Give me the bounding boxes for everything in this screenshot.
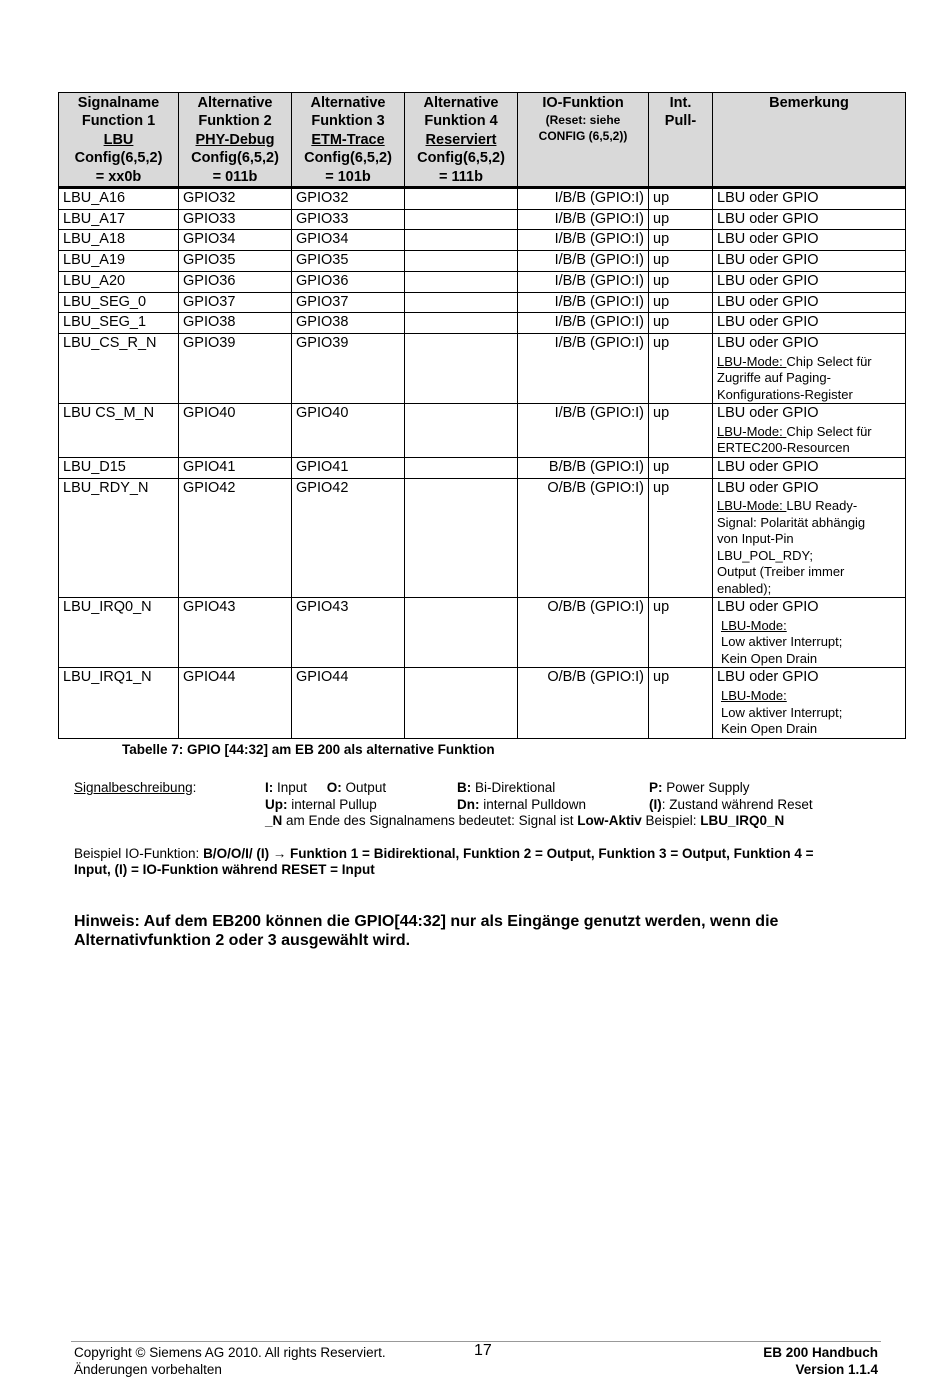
cell-io-funktion: O/B/B (GPIO:I) [518, 478, 649, 598]
cell-funktion-3: GPIO41 [292, 457, 405, 478]
cell-signalname: LBU_IRQ1_N [59, 668, 179, 738]
cell-io-funktion: B/B/B (GPIO:I) [518, 457, 649, 478]
cell-funktion-4 [405, 333, 518, 403]
legend-reset-state: (I): Zustand während Reset [649, 797, 813, 812]
cell-io-funktion: I/B/B (GPIO:I) [518, 404, 649, 458]
cell-io-funktion: I/B/B (GPIO:I) [518, 313, 649, 334]
cell-funktion-4 [405, 457, 518, 478]
cell-funktion-4 [405, 230, 518, 251]
example-line-1: Beispiel IO-Funktion: B/O/O/I/ (I) → Funktion 1 = Bidirektional, Funktion 2 = Output, Funktion 3 = Output, Funktion 4 = [74, 846, 814, 861]
cell-funktion-4 [405, 292, 518, 313]
table-row [59, 404, 906, 458]
remark-note: LBU-Mode: Low aktiver Interrupt; Kein Open Drain [721, 688, 843, 737]
cell-signalname: LBU_D15 [59, 457, 179, 478]
remark-note: LBU-Mode: Chip Select für Zugriffe auf Paging- Konfigurations-Register [717, 353, 872, 402]
cell-funktion-2: GPIO36 [179, 271, 292, 292]
footer-copyright: Copyright © Siemens AG 2010. All rights Reserviert. [74, 1345, 386, 1360]
cell-bemerkung: LBU oder GPIO [713, 188, 906, 210]
cell-bemerkung: LBU oder GPIO LBU-Mode: Low aktiver Interrupt; Kein Open Drain [713, 668, 906, 738]
cell-signalname: LBU_SEG_1 [59, 313, 179, 334]
table-row [59, 598, 906, 668]
cell-funktion-4 [405, 668, 518, 738]
cell-funktion-2: GPIO44 [179, 668, 292, 738]
cell-io-funktion: I/B/B (GPIO:I) [518, 292, 649, 313]
cell-bemerkung: LBU oder GPIO LBU-Mode: Chip Select für Zugriffe auf Paging- Konfigurations-Register [713, 333, 906, 403]
cell-funktion-4 [405, 188, 518, 210]
cell-signalname: LBU_A19 [59, 251, 179, 272]
cell-funktion-2: GPIO34 [179, 230, 292, 251]
header-funktion-3: Alternative Funktion 3 ETM-Trace Config(6,5,2) = 101b [292, 93, 405, 188]
cell-funktion-2: GPIO35 [179, 251, 292, 272]
table-row [59, 188, 906, 210]
table-row [59, 668, 906, 738]
header-signalname: Signalname Function 1 LBU Config(6,5,2) = xx0b [59, 93, 179, 188]
cell-io-funktion: O/B/B (GPIO:I) [518, 668, 649, 738]
cell-io-funktion: I/B/B (GPIO:I) [518, 271, 649, 292]
header-bemerkung: Bemerkung [713, 93, 906, 188]
cell-int-pull: up [649, 209, 713, 230]
cell-funktion-3: GPIO32 [292, 188, 405, 210]
cell-int-pull: up [649, 188, 713, 210]
page-number: 17 [474, 1342, 492, 1359]
cell-signalname: LBU CS_M_N [59, 404, 179, 458]
table-row [59, 209, 906, 230]
cell-io-funktion: I/B/B (GPIO:I) [518, 333, 649, 403]
table-row [59, 457, 906, 478]
cell-int-pull: up [649, 457, 713, 478]
cell-bemerkung: LBU oder GPIO [713, 230, 906, 251]
cell-signalname: LBU_A17 [59, 209, 179, 230]
cell-io-funktion: I/B/B (GPIO:I) [518, 209, 649, 230]
cell-funktion-2: GPIO39 [179, 333, 292, 403]
cell-bemerkung: LBU oder GPIO LBU-Mode: Low aktiver Interrupt; Kein Open Drain [713, 598, 906, 668]
table-row [59, 251, 906, 272]
cell-int-pull: up [649, 230, 713, 251]
cell-bemerkung: LBU oder GPIO LBU-Mode: Chip Select für ERTEC200-Resourcen [713, 404, 906, 458]
cell-int-pull: up [649, 478, 713, 598]
table-row [59, 292, 906, 313]
cell-funktion-4 [405, 404, 518, 458]
table-row [59, 230, 906, 251]
cell-funktion-3: GPIO43 [292, 598, 405, 668]
gpio-table [58, 92, 906, 739]
cell-funktion-2: GPIO40 [179, 404, 292, 458]
legend-pulldown: Dn: internal Pulldown [457, 797, 587, 812]
cell-funktion-2: GPIO41 [179, 457, 292, 478]
footer-title: EB 200 Handbuch [763, 1345, 878, 1360]
cell-signalname: LBU_A20 [59, 271, 179, 292]
cell-bemerkung: LBU oder GPIO LBU-Mode: LBU Ready- Signal: Polarität abhängig von Input-Pin LBU_POL_RDY; Output (Treiber immer enabled); [713, 478, 906, 598]
cell-funktion-2: GPIO33 [179, 209, 292, 230]
cell-funktion-3: GPIO36 [292, 271, 405, 292]
remark-note: LBU-Mode: Chip Select für ERTEC200-Resourcen [717, 423, 872, 456]
legend-input-output: I: Input O: Output [265, 780, 387, 795]
cell-int-pull: up [649, 404, 713, 458]
remark-note: LBU-Mode: LBU Ready- Signal: Polarität abhängig von Input-Pin LBU_POL_RDY; Output (Treiber immer enabled); [717, 498, 866, 596]
cell-signalname: LBU_CS_R_N [59, 333, 179, 403]
signal-description-line-1: Signalbeschreibung: [74, 780, 197, 795]
cell-signalname: LBU_IRQ0_N [59, 598, 179, 668]
cell-funktion-3: GPIO38 [292, 313, 405, 334]
table-row [59, 271, 906, 292]
cell-funktion-2: GPIO37 [179, 292, 292, 313]
cell-funktion-2: GPIO38 [179, 313, 292, 334]
cell-int-pull: up [649, 271, 713, 292]
cell-signalname: LBU_A16 [59, 188, 179, 210]
cell-bemerkung: LBU oder GPIO [713, 313, 906, 334]
cell-funktion-3: GPIO44 [292, 668, 405, 738]
cell-funktion-4 [405, 251, 518, 272]
legend-bidirectional: B: Bi-Direktional [457, 780, 556, 795]
hinweis-note: Hinweis: Auf dem EB200 können die GPIO[44:32] nur als Eingänge genutzt werden, wenn die Alternativfunktion 2 oder 3 ausgewählt wird. [74, 913, 779, 949]
cell-funktion-3: GPIO40 [292, 404, 405, 458]
cell-funktion-3: GPIO33 [292, 209, 405, 230]
cell-funktion-4 [405, 209, 518, 230]
table-row [59, 333, 906, 403]
cell-funktion-4 [405, 598, 518, 668]
cell-io-funktion: I/B/B (GPIO:I) [518, 188, 649, 210]
remark-note: LBU-Mode: Low aktiver Interrupt; Kein Open Drain [721, 617, 843, 666]
cell-io-funktion: I/B/B (GPIO:I) [518, 230, 649, 251]
cell-io-funktion: I/B/B (GPIO:I) [518, 251, 649, 272]
cell-funktion-4 [405, 478, 518, 598]
cell-funktion-4 [405, 271, 518, 292]
legend-power-supply: P: Power Supply [649, 780, 750, 795]
example-line-2: Input, (I) = IO-Funktion während RESET = Input [74, 862, 375, 877]
legend-low-active: _N am Ende des Signalnamens bedeutet: Signal ist Low-Aktiv Beispiel: LBU_IRQ0_N [265, 813, 785, 828]
cell-int-pull: up [649, 251, 713, 272]
cell-int-pull: up [649, 292, 713, 313]
cell-bemerkung: LBU oder GPIO [713, 209, 906, 230]
footer-changes: Änderungen vorbehalten [74, 1362, 222, 1377]
legend-pullup: Up: internal Pullup [265, 797, 377, 812]
header-funktion-2: Alternative Funktion 2 PHY-Debug Config(6,5,2) = 011b [179, 93, 292, 188]
footer-version: Version 1.1.4 [795, 1362, 878, 1377]
cell-bemerkung: LBU oder GPIO [713, 292, 906, 313]
cell-funktion-2: GPIO32 [179, 188, 292, 210]
cell-funktion-3: GPIO34 [292, 230, 405, 251]
header-int-pull: Int. Pull- [649, 93, 713, 188]
header-funktion-4: Alternative Funktion 4 Reserviert Config(6,5,2) = 111b [405, 93, 518, 188]
cell-signalname: LBU_SEG_0 [59, 292, 179, 313]
cell-funktion-2: GPIO43 [179, 598, 292, 668]
cell-funktion-4 [405, 313, 518, 334]
cell-int-pull: up [649, 313, 713, 334]
cell-io-funktion: O/B/B (GPIO:I) [518, 598, 649, 668]
table-row [59, 313, 906, 334]
table-row [59, 478, 906, 598]
table-caption: Tabelle 7: GPIO [44:32] am EB 200 als alternative Funktion [122, 742, 495, 757]
cell-funktion-3: GPIO35 [292, 251, 405, 272]
cell-funktion-3: GPIO42 [292, 478, 405, 598]
cell-signalname: LBU_A18 [59, 230, 179, 251]
header-io-funktion: IO-Funktion (Reset: siehe CONFIG (6,5,2)) [518, 93, 649, 188]
cell-bemerkung: LBU oder GPIO [713, 457, 906, 478]
cell-bemerkung: LBU oder GPIO [713, 271, 906, 292]
cell-funktion-3: GPIO39 [292, 333, 405, 403]
cell-int-pull: up [649, 668, 713, 738]
cell-funktion-3: GPIO37 [292, 292, 405, 313]
cell-funktion-2: GPIO42 [179, 478, 292, 598]
table-header-row [59, 93, 906, 188]
cell-bemerkung: LBU oder GPIO [713, 251, 906, 272]
cell-signalname: LBU_RDY_N [59, 478, 179, 598]
cell-int-pull: up [649, 598, 713, 668]
cell-int-pull: up [649, 333, 713, 403]
